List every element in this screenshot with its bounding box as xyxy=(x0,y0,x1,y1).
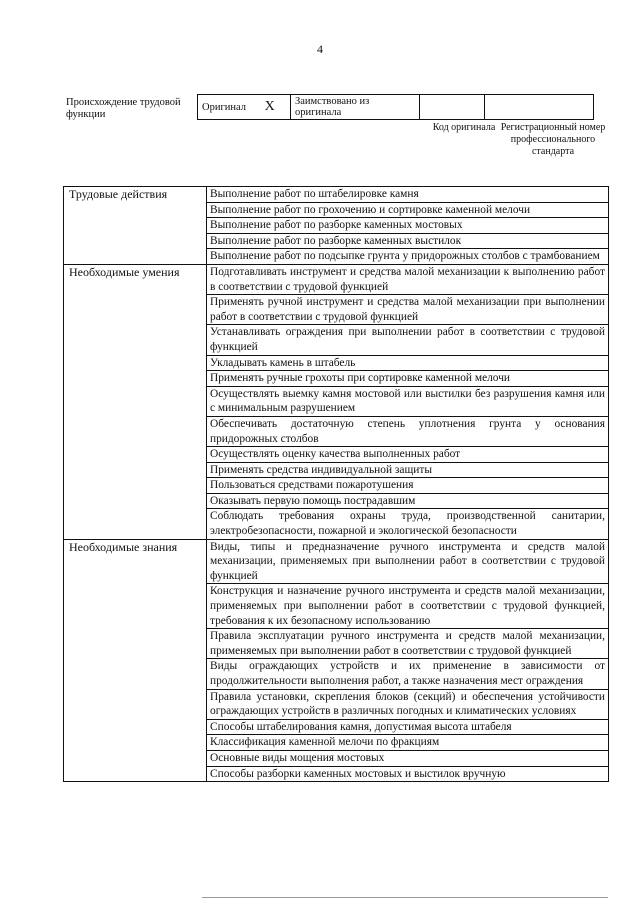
section-item: Выполнение работ по грохочению и сортировке каменной мелочи xyxy=(207,202,609,218)
original-mark: X xyxy=(264,99,275,114)
section-item: Способы разборки каменных мостовых и выстилок вручную xyxy=(207,766,609,782)
registration-number-cell xyxy=(485,95,594,120)
section-item: Пользоваться средствами пожаротушения xyxy=(207,478,609,494)
section-item: Применять ручной инструмент и средства малой механизации при выполнении работ в соответствии с трудовой функцией xyxy=(207,295,609,325)
section-item: Применять средства индивидуальной защиты xyxy=(207,462,609,478)
section-item: Правила эксплуатации ручного инструмента и средств малой механизации, применяемых при выполнении работ в соответствии с трудовой функцией xyxy=(207,629,609,659)
section-item: Конструкция и назначение ручного инструмента и средств малой механизации, применяемых при выполнении работ в соответствии с трудовой функцией, требования к их безопасному использованию xyxy=(207,584,609,629)
section-title: Трудовые действия xyxy=(64,187,207,265)
section-item: Осуществлять выемку камня мостовой или выстилки без разрушения камня или с минимальным разрушением xyxy=(207,386,609,416)
section-item: Выполнение работ по разборке каменных выстилок xyxy=(207,233,609,249)
section-item: Применять ручные грохоты при сортировке каменной мелочи xyxy=(207,371,609,387)
page-number: 4 xyxy=(317,42,323,56)
origin-original-cell xyxy=(198,95,291,120)
table-row xyxy=(64,539,609,584)
section-item: Осуществлять оценку качества выполненных работ xyxy=(207,447,609,463)
original-label: Оригинал xyxy=(202,102,246,113)
table-row xyxy=(64,264,609,294)
section-item: Виды, типы и предназначение ручного инструмента и средств малой механизации, применяемых при выполнении работ в соответствии с трудовой функцией xyxy=(207,539,609,584)
section-item: Оказывать первую помощь пострадавшим xyxy=(207,493,609,509)
bottom-rule xyxy=(202,897,608,898)
section-item: Основные виды мощения мостовых xyxy=(207,750,609,766)
section-item: Классификация каменной мелочи по фракциям xyxy=(207,735,609,751)
section-item: Способы штабелирования камня, допустимая высота штабеля xyxy=(207,719,609,735)
section-title: Необходимые знания xyxy=(64,539,207,782)
section-item: Соблюдать требования охраны труда, производственной санитарии, электробезопасности, пожарной и экологической безопасности xyxy=(207,509,609,539)
labor-function-table xyxy=(63,186,609,782)
original-code-cell xyxy=(420,95,485,120)
section-item: Укладывать камень в штабель xyxy=(207,355,609,371)
section-item: Подготавливать инструмент и средства малой механизации к выполнению работ в соответствии с трудовой функцией xyxy=(207,264,609,294)
section-item: Выполнение работ по разборке каменных мостовых xyxy=(207,218,609,234)
section-item: Выполнение работ по подсыпке грунта у придорожных столбов с трамбованием xyxy=(207,249,609,265)
borrowed-label: Заимствовано из оригинала xyxy=(291,95,420,120)
origin-row xyxy=(198,95,594,120)
section-title: Необходимые умения xyxy=(64,264,207,539)
section-item: Устанавливать ограждения при выполнении работ в соответствии с трудовой функцией xyxy=(207,325,609,355)
registration-caption: Регистрационный номер профессионального стандарта xyxy=(500,122,606,157)
origin-table xyxy=(197,94,594,120)
section-item: Выполнение работ по штабелировке камня xyxy=(207,187,609,203)
origin-label: Происхождение трудовой функции xyxy=(66,97,181,120)
code-caption: Код оригинала xyxy=(432,122,496,133)
section-item: Правила установки, скрепления блоков (секций) и обеспечения устойчивости ограждающих устройств в различных погодных и климатических условиях xyxy=(207,689,609,719)
labor-function-table-body xyxy=(64,187,609,782)
table-row xyxy=(64,187,609,203)
section-item: Виды ограждающих устройств и их применение в зависимости от продолжительности выполнения работ, а также назначения мест ограждения xyxy=(207,659,609,689)
section-item: Обеспечивать достаточную степень уплотнения грунта у основания придорожных столбов xyxy=(207,416,609,446)
